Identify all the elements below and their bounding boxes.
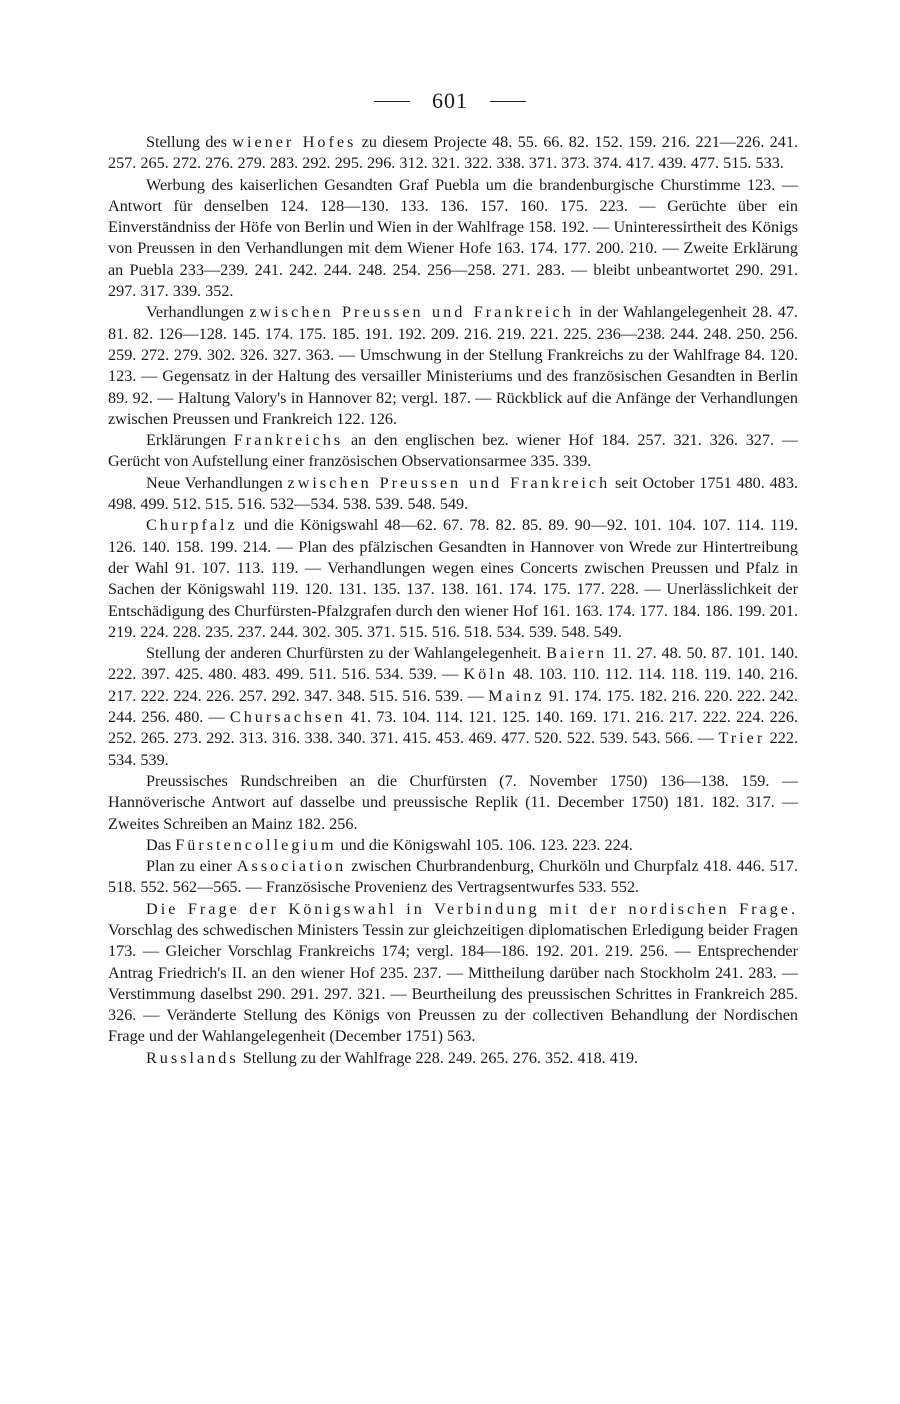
entry-text-segment: Churpfalz [146, 516, 238, 535]
entry-text-segment: zu diesem Projecte 48. 55. 66. 82. 152. 159. 216. 221—226. 241. 257. 265. 272. 276. 279. 283. 292. 295. 296. 312. 321. 322. 338. 371. 373. 374. 417. 439. 477. 515. 533. [108, 133, 798, 173]
entry-text-segment: Frankreichs [233, 431, 344, 450]
entry-text-segment: in der Wahlangelegenheit 28. 47. 81. 82. 126—128. 145. 174. 175. 185. 191. 192. 209. 216. 219. 221. 225. 236—238. 244. 248. 250. 256. 259. 272. 279. 302. 326. 327. 363. — Umschwung in der Stellung Frankreichs zu der Wahlfrage 84. 120. 123. — Gegensatz in der Haltung des versailler Ministeriums und des französischen Gesandten in Berlin 89. 92. — Haltung Valory's in Hannover 82; vergl. 187. — Rückblick auf die Anfänge der Verhandlungen zwischen Preussen und Frankreich 122. 126. [108, 303, 798, 428]
entry-text-segment: Stellung des [146, 133, 233, 151]
entry-text-segment: Stellung der anderen Churfürsten zu der Wahlangelegenheit. [146, 644, 547, 663]
entry-text-segment: Chursachsen [229, 708, 346, 727]
index-entry [108, 1048, 798, 1069]
entry-text-segment: 48. 103. 110. 112. 114. 118. 119. 140. 216. 217. 222. 224. 226. 257. 292. 347. 348. 515. 516. 539. — [108, 665, 798, 705]
index-entry [108, 473, 798, 516]
entry-text-segment: 11. 27. 48. 50. 87. 101. 140. 222. 397. 425. 480. 483. 499. 511. 516. 534. 539. — [108, 644, 799, 684]
entry-text-segment: Das [146, 835, 176, 854]
entry-text-segment: seit October 1751 480. 483. 498. 499. 512. 515. 516. 532—534. 538. 539. 548. 549. [108, 473, 798, 514]
page-header [0, 88, 900, 114]
index-entry [108, 175, 798, 303]
header-rule-left [374, 101, 410, 102]
entry-text-segment: Erklärungen [146, 431, 234, 450]
index-entry [108, 515, 798, 643]
entry-text-segment: und die Königswahl 105. 106. 123. 223. 224. [336, 835, 633, 854]
index-entry [108, 302, 798, 430]
index-entry [108, 856, 798, 899]
entry-text-segment: Plan zu einer [146, 857, 237, 876]
index-entry [108, 835, 798, 856]
entry-text-segment: 41. 73. 104. 114. 121. 125. 140. 169. 171. 216. 217. 222. 224. 226. 252. 265. 273. 292. 313. 316. 338. 340. 371. 415. 453. 469. 477. 520. 522. 539. 543. 566. — [108, 708, 798, 748]
index-entry [108, 771, 798, 835]
index-entry [108, 430, 798, 473]
entry-text-segment: Vorschlag des schwedischen Ministers Tessin zur gleichzeitigen diplomatischen Erledigung beider Fragen 173. — Gleicher Vorschlag Frankreichs 174; vergl. 184—186. 192. 201. 219. 256. — Entsprechender Antrag Friedrich's II. an den wiener Hof 235. 237. — Mittheilung darüber nach Stockholm 241. 283. — Verstimmung daselbst 290. 291. 297. 321. — Beurtheilung des preussischen Schrittes in Frankreich 285. 326. — Veränderte Stellung des Königs von Preussen zu der collectiven Behandlung der Nordischen Frage und der Wahlangelegenheit (December 1751) 563. [108, 920, 798, 1046]
index-entries [108, 132, 798, 1069]
entry-text-segment: Köln [463, 665, 508, 684]
entry-text-segment: Fürstencollegium [175, 835, 337, 854]
index-entry [108, 643, 798, 771]
entry-text-segment: Die Frage der Königswahl in Verbindung mit der nordischen Frage. [146, 899, 798, 918]
entry-text-segment: zwischen Preussen und Frankreich [287, 473, 611, 492]
entry-text-segment: zwischen Preussen und Frankreich [249, 303, 574, 322]
entry-text-segment: Association [236, 857, 347, 876]
entry-text-segment: Baiern [546, 644, 608, 663]
entry-text-segment: Verhandlungen [146, 303, 250, 322]
entry-text-segment: 91. 174. 175. 182. 216. 220. 222. 242. 244. 256. 480. — [108, 686, 799, 727]
entry-text-segment: an den englischen bez. wiener Hof 184. 257. 321. 326. 327. — Gerücht von Aufstellung einer französischen Observationsarmee 335. 339. [108, 431, 798, 471]
entry-text-segment: Trier [718, 729, 766, 748]
index-entry [108, 132, 798, 175]
entry-text-segment: wiener Hofes [232, 133, 357, 151]
entry-text-segment: Preussisches Rundschreiben an die Churfürsten (7. November 1750) 136—138. 159. — Hannöverische Antwort auf dasselbe und preussische Replik (11. December 1750) 181. 182. 317. — Zweites Schreiben an Mainz 182. 256. [108, 771, 798, 833]
header-rule-right [490, 101, 526, 102]
page-number: 601 [432, 88, 468, 113]
entry-text-segment: Stellung zu der Wahlfrage 228. 249. 265. 276. 352. 418. 419. [238, 1048, 639, 1067]
entry-text-segment: 222. 534. 539. [108, 729, 799, 769]
entry-text-segment: Werbung des kaiserlichen Gesandten Graf Puebla um die brandenburgische Churstimme 123. — Antwort für denselben 124. 128—130. 133. 136. 157. 160. 175. 223. — Gerüchte über ein Einverständniss der Höfe von Berlin und Wien in der Wahlfrage 158. 192. — Uninteressirtheit des Königs von Preussen in den Verhandlungen mit dem Wiener Hofe 163. 174. 177. 200. 210. — Zweite Erklärung an Puebla 233—239. 241. 242. 244. 248. 254. 256—258. 271. 283. — bleibt unbeantwortet 290. 291. 297. 317. 339. 352. [108, 175, 798, 301]
entry-text-segment: Neue Verhandlungen [146, 473, 288, 492]
entry-text-segment: Russlands [146, 1048, 239, 1067]
entry-text-segment: zwischen Churbrandenburg, Churköln und Churpfalz 418. 446. 517. 518. 552. 562—565. — Französische Provenienz des Vertragsentwurfes 533. 552. [108, 857, 798, 897]
entry-text-segment: Mainz [488, 686, 545, 705]
index-entry [108, 899, 798, 1048]
entry-text-segment: und die Königswahl 48—62. 67. 78. 82. 85. 89. 90—92. 101. 104. 107. 114. 119. 126. 140. 158. 199. 214. — Plan des pfälzischen Gesandten in Hannover von Wrede zur Hintertreibung der Wahl 91. 107. 113. 119. — Verhandlungen wegen eines Concerts zwischen Preussen und Pfalz in Sachen der Königswahl 119. 120. 131. 135. 137. 138. 161. 174. 175. 177. 228. — Unerlässlichkeit der Entschädigung des Churfürsten-Pfalzgrafen durch den wiener Hof 161. 163. 174. 177. 184. 186. 199. 201. 219. 224. 228. 235. 237. 244. 302. 305. 371. 515. 516. 518. 534. 539. 548. 549. [108, 516, 798, 641]
